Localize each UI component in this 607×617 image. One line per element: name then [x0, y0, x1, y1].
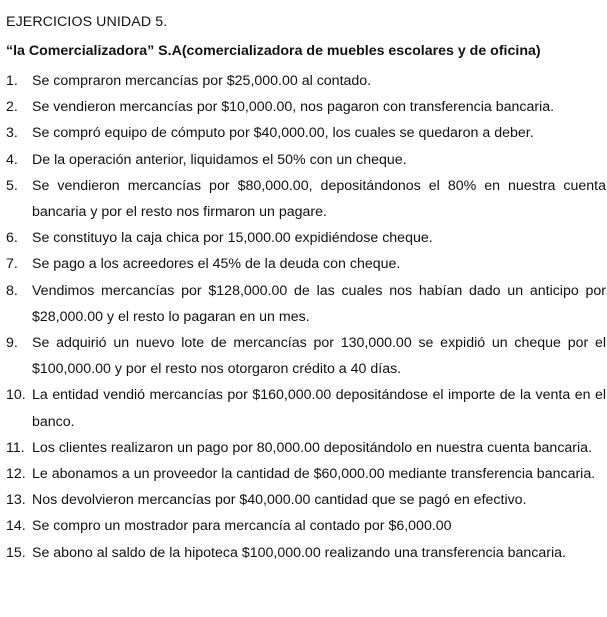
- item-text: Se constituyo la caja chica por 15,000.00 expidiéndose cheque.: [32, 230, 433, 247]
- item-number: 7.: [6, 256, 18, 273]
- item-number: 6.: [6, 230, 18, 247]
- item-number: 9.: [6, 335, 18, 352]
- list-item: [0, 251, 607, 277]
- company-subtitle: “la Comercializadora” S.A(comercializadora de muebles escolares y de oficina): [6, 43, 541, 59]
- item-text: La entidad vendió mercancías por $160,000.00 depositándose el importe de la venta en el banco.: [32, 387, 606, 430]
- page-title: EJERCICIOS UNIDAD 5.: [6, 14, 168, 30]
- list-item: [0, 147, 607, 173]
- list-item: [0, 68, 607, 94]
- item-number: 4.: [6, 151, 18, 168]
- item-text: Se pago a los acreedores el 45% de la deuda con cheque.: [32, 256, 401, 273]
- list-item: [0, 461, 607, 487]
- list-item: [0, 382, 607, 434]
- list-item: [0, 330, 607, 382]
- item-text: Vendimos mercancías por $128,000.00 de las cuales nos habían dado un anticipo por $28,000.00 y el resto lo pagaran en un mes.: [32, 282, 606, 325]
- list-item: [0, 540, 607, 566]
- item-number: 13.: [6, 492, 26, 509]
- item-number: 15.: [6, 544, 26, 561]
- item-text: Le abonamos a un proveedor la cantidad de $60,000.00 mediante transferencia bancaria.: [32, 466, 596, 483]
- list-item: [0, 435, 607, 461]
- list-item: [0, 487, 607, 513]
- item-number: 10.: [6, 387, 26, 404]
- item-number: 11.: [6, 439, 25, 456]
- item-number: 3.: [6, 125, 18, 142]
- item-number: 1.: [6, 73, 18, 89]
- list-item: [0, 278, 607, 330]
- list-item: [0, 94, 607, 120]
- item-number: 14.: [6, 518, 26, 535]
- list-item: [0, 173, 607, 225]
- list-item: [0, 513, 607, 539]
- item-text: Se compró equipo de cómputo por $40,000.00, los cuales se quedaron a deber.: [32, 125, 534, 142]
- list-item: [0, 225, 607, 251]
- item-number: 8.: [6, 282, 18, 299]
- item-text: Se vendieron mercancías por $10,000.00, nos pagaron con transferencia bancaria.: [32, 99, 555, 116]
- item-number: 12.: [6, 466, 26, 483]
- item-number: 2.: [6, 99, 18, 116]
- item-text: Se vendieron mercancías por $80,000.00, depositándonos el 80% en nuestra cuenta bancaria y por el resto nos firmaron un pagare.: [32, 177, 606, 221]
- item-text: Los clientes realizaron un pago por 80,000.00 depositándolo en nuestra cuenta bancaria.: [32, 439, 593, 456]
- list-item: [0, 120, 607, 146]
- item-text: De la operación anterior, liquidamos el 50% con un cheque.: [32, 151, 407, 168]
- item-text: Se abono al saldo de la hipoteca $100,000.00 realizando una transferencia bancaria.: [32, 544, 566, 561]
- item-text: Se compro un mostrador para mercancía al contado por $6,000.00: [32, 518, 452, 535]
- exercise-list: [0, 68, 607, 566]
- item-text: Se compraron mercancías por $25,000.00 al contado.: [32, 73, 372, 89]
- item-text: Nos devolvieron mercancías por $40,000.00 cantidad que se pagó en efectivo.: [32, 492, 527, 509]
- item-text: Se adquirió un nuevo lote de mercancías por 130,000.00 se expidió un cheque por el $100,000.00 y por el resto nos otorgaron crédito a 40 días.: [32, 335, 606, 378]
- item-number: 5.: [6, 177, 18, 194]
